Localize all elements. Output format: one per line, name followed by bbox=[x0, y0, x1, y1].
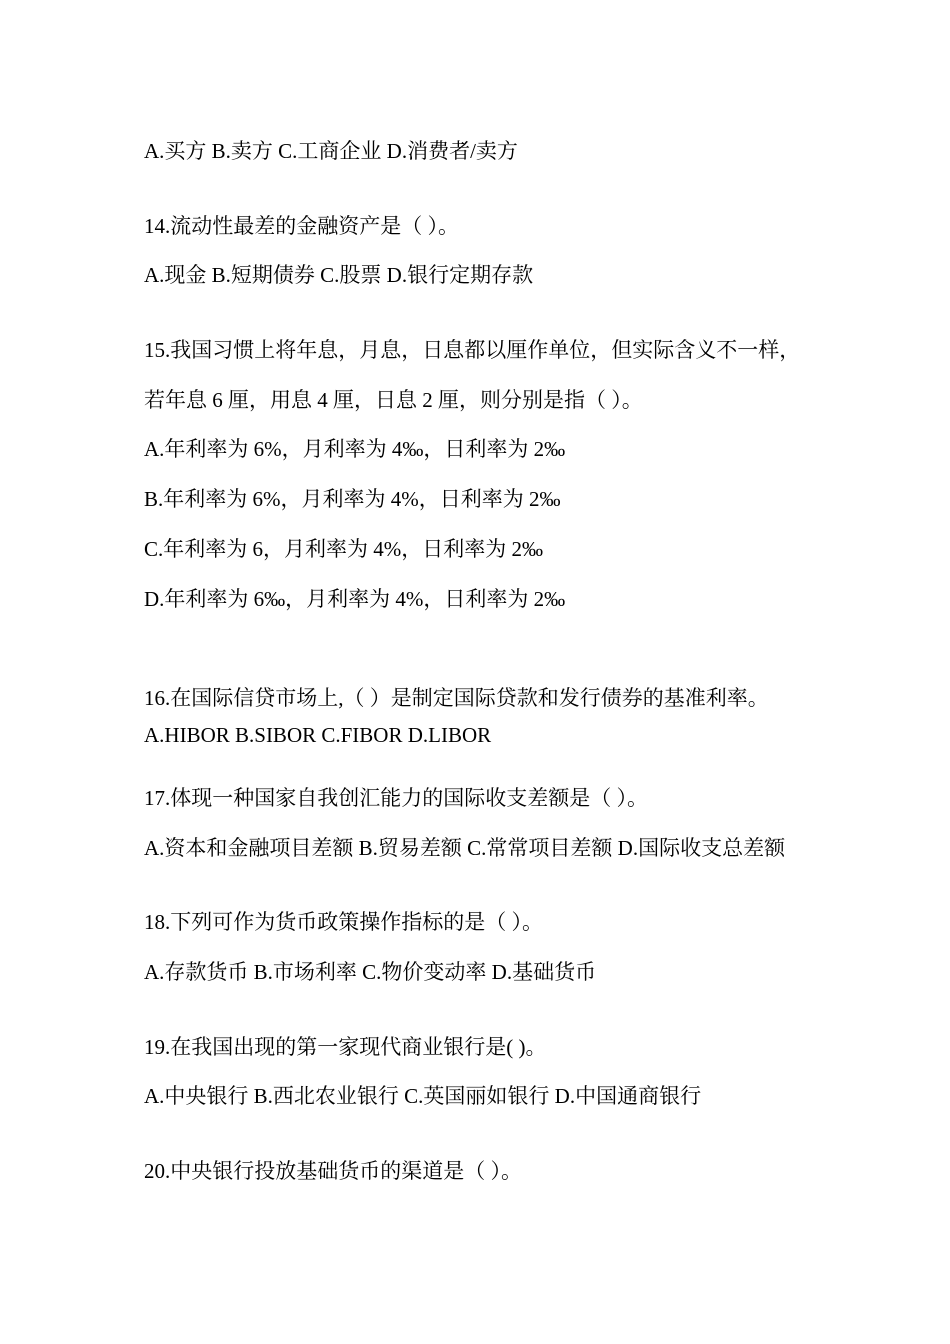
q18-options: A.存款货币 B.市场利率 C.物价变动率 D.基础货币 bbox=[144, 960, 597, 984]
q15-option-c: C.年利率为 6，月利率为 4%，日利率为 2‰ bbox=[144, 537, 543, 561]
q14-question: 14.流动性最差的金融资产是（ ）。 bbox=[144, 214, 459, 238]
q14-options: A.现金 B.短期债券 C.股票 D.银行定期存款 bbox=[144, 263, 534, 287]
q16-options: A.HIBOR B.SIBOR C.FIBOR D.LIBOR bbox=[144, 723, 492, 747]
q15-option-d: D.年利率为 6‰，月利率为 4%，日利率为 2‰ bbox=[144, 587, 566, 611]
q15-option-a: A.年利率为 6%，月利率为 4‰，日利率为 2‰ bbox=[144, 437, 566, 461]
q16-question: 16.在国际信贷市场上,（ ）是制定国际贷款和发行债券的基准利率。 bbox=[144, 686, 769, 710]
q20-question: 20.中央银行投放基础货币的渠道是（ ）。 bbox=[144, 1159, 522, 1183]
q19-question: 19.在我国出现的第一家现代商业银行是( )。 bbox=[144, 1035, 547, 1059]
q15-question-line2: 若年息 6 厘，用息 4 厘，日息 2 厘，则分别是指（ ）。 bbox=[144, 388, 643, 412]
q15-option-b: B.年利率为 6%，月利率为 4%，日利率为 2‰ bbox=[144, 487, 561, 511]
q18-question: 18.下列可作为货币政策操作指标的是（ ）。 bbox=[144, 910, 543, 934]
q17-question: 17.体现一种国家自我创汇能力的国际收支差额是（ ）。 bbox=[144, 786, 648, 810]
q15-question-line1: 15.我国习惯上将年息，月息，日息都以厘作单位，但实际含义不一样， bbox=[144, 338, 801, 362]
q19-options: A.中央银行 B.西北农业银行 C.英国丽如银行 D.中国通商银行 bbox=[144, 1084, 702, 1108]
q13-options: A.买方 B.卖方 C.工商企业 D.消费者/卖方 bbox=[144, 139, 518, 163]
q17-options: A.资本和金融项目差额 B.贸易差额 C.常常项目差额 D.国际收支总差额 bbox=[144, 836, 786, 860]
